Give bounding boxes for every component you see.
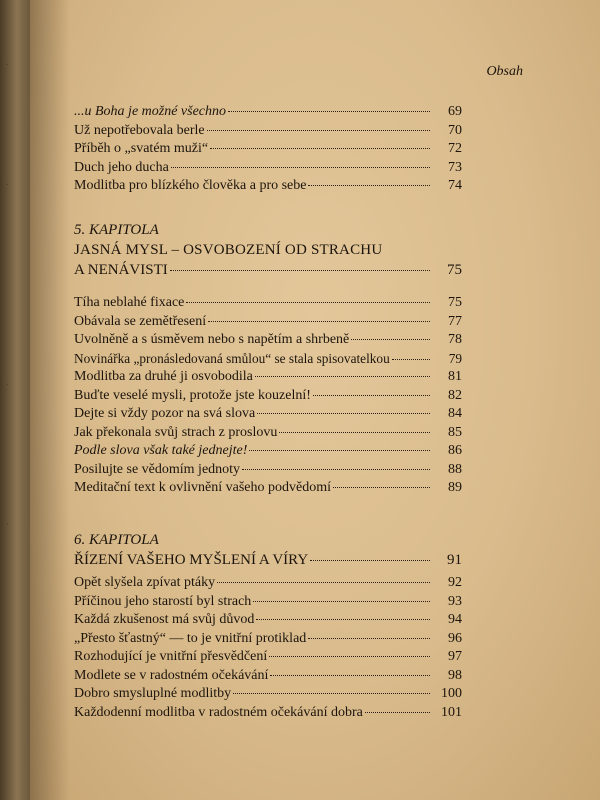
entry-title: Rozhodující je vnitřní přesvědčení [74,649,268,664]
entry-title: Modlitba za druhé ji osvobodila [74,369,253,384]
toc-entry [74,630,462,649]
entry-page: 89 [448,480,462,495]
dot-leader [228,111,430,112]
dot-leader [308,638,430,639]
dot-leader [308,185,430,186]
entry-title: Už nepotřebovala berle [74,122,205,138]
chapter-title-entry [74,550,462,570]
entry-title: Modlete se v radostném očekávání [74,667,269,683]
entry-page: 82 [448,387,462,403]
chapter-page: 75 [447,262,462,278]
toc-entry [74,368,462,387]
toc-entry [74,103,462,122]
dot-leader [253,601,430,602]
entry-page: 96 [448,630,462,646]
intro-entries [74,103,462,196]
dot-leader [171,167,430,168]
dot-leader [249,450,430,451]
dot-leader [333,487,430,488]
facing-page-mark: · [6,520,9,531]
entry-title: Dejte si vždy pozor na svá slova [74,406,256,421]
entry-title: Meditační text k ovlivnění vašeho podvědomí [74,480,332,495]
chapter-5-entries [74,294,462,498]
dot-leader [279,432,430,433]
entry-page: 75 [448,295,462,310]
chapter-label: 6. KAPITOLA [74,532,159,548]
entry-title: Novinářka „pronásledovaná smůlou“ se stala spisovatelkou [74,350,390,366]
dot-leader [270,675,430,676]
facing-page-mark: · [6,380,9,391]
entry-title: Podle slova však také jednejte! [74,443,248,458]
entry-page: 94 [448,612,462,627]
entry-title: Tíha neblahé fixace [74,295,185,310]
chapter-title-entry [74,260,462,280]
toc-entry [74,611,462,630]
chapter-title: ŘÍZENÍ VAŠEHO MYŠLENÍ A VÍRY [74,552,309,568]
toc-entry [74,574,462,593]
toc-entry [74,461,462,480]
dot-leader [217,582,430,583]
toc-entry [74,177,462,196]
entry-title: Každá zkušenost má svůj důvod [74,612,255,627]
entry-page: 77 [448,313,462,329]
entry-page: 100 [441,686,462,701]
dot-leader [310,560,430,561]
entry-title: Jak překonala svůj strach z proslovu [74,424,278,440]
entry-page: 70 [448,122,462,138]
entry-page: 74 [448,178,462,193]
entry-page: 81 [448,369,462,384]
entry-title: „Přesto šťastný“ — to je vnitřní protiklad [74,630,307,646]
dot-leader [351,339,430,340]
toc-entry [74,405,462,424]
entry-title: Opět slyšela zpívat ptáky [74,575,216,590]
toc-entry [74,159,462,178]
entry-page: 69 [448,104,462,119]
toc-entry [74,442,462,461]
dot-leader [256,619,430,620]
dot-leader [186,302,430,303]
toc-entry [74,704,462,723]
entry-page: 101 [441,704,462,720]
toc-entry [74,479,462,498]
toc-entry [74,350,462,369]
entry-title: Dobro smysluplné modlitby [74,686,232,701]
chapter-title: JASNÁ MYSL – OSVOBOZENÍ OD STRACHU [74,242,383,258]
dot-leader [207,130,430,131]
dot-leader [242,469,430,470]
entry-page: 97 [448,649,462,664]
entry-page: 73 [448,159,462,175]
entry-title: Modlitba pro blízkého člověka a pro sebe [74,178,307,193]
dot-leader [233,693,430,694]
entry-title: Duch jeho ducha [74,159,169,175]
toc-entry [74,648,462,667]
dot-leader [208,321,430,322]
dot-leader [257,413,430,414]
toc-entry [74,593,462,612]
entry-title: Uvolněně a s úsměvem nebo s napětím a shrbeně [74,332,350,347]
entry-title: Každodenní modlitba v radostném očekávání dobra [74,704,363,720]
toc-entry [74,331,462,350]
book-page [30,0,600,800]
entry-title: Příběh o „svatém muži“ [74,141,209,156]
toc-entry [74,294,462,313]
dot-leader [210,148,430,149]
dot-leader [392,359,430,360]
entry-page: 84 [448,406,462,421]
chapter-page: 91 [447,552,462,568]
toc-entry [74,122,462,141]
toc-entry [74,424,462,443]
entry-page: 93 [448,593,462,609]
entry-page: 92 [448,575,462,590]
entry-page: 79 [448,350,462,366]
toc-entry [74,667,462,686]
entry-title: Posilujte se vědomím jednoty [74,461,241,477]
entry-title: Obávala se zemětřesení [74,313,207,329]
dot-leader [170,270,430,271]
chapter-title-line2: A NENÁVISTI [74,262,168,278]
dot-leader [313,395,430,396]
entry-title: Buďte veselé mysli, protože jste kouzelní! [74,387,311,403]
chapter-5-heading [74,220,462,280]
entry-page: 72 [448,141,462,156]
chapter-6-heading [74,530,462,570]
toc-entry [74,685,462,704]
facing-page-edge [0,0,30,800]
chapter-6-entries [74,574,462,722]
running-head: Obsah [486,64,523,79]
entry-title: ...u Boha je možné všechno [74,104,227,119]
toc-entry [74,313,462,332]
dot-leader [269,656,430,657]
dot-leader [255,376,430,377]
toc-entry [74,387,462,406]
entry-title: Příčinou jeho starostí byl strach [74,593,252,609]
facing-page-mark: · [6,180,9,191]
chapter-label: 5. KAPITOLA [74,222,159,238]
dot-leader [365,712,430,713]
toc-entry [74,140,462,159]
entry-page: 85 [448,424,462,440]
facing-page-mark: · [6,60,9,71]
entry-page: 88 [448,461,462,477]
entry-page: 86 [448,443,462,458]
entry-page: 98 [448,667,462,683]
entry-page: 78 [448,332,462,347]
